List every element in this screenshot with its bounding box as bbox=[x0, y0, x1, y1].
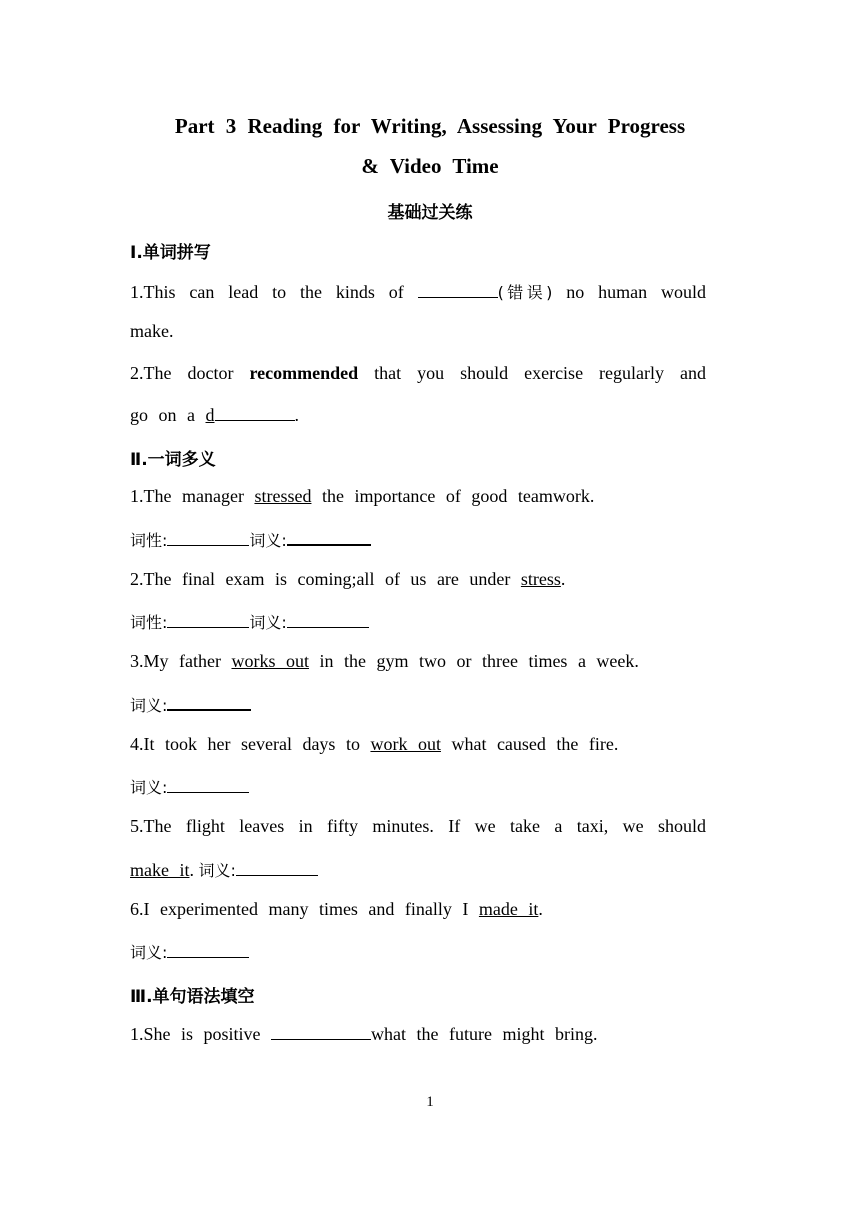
s2-q3-text: 3.My father bbox=[130, 651, 232, 671]
section-heading-2: Ⅱ.一词多义 bbox=[130, 450, 216, 470]
pos-label: 词性: bbox=[130, 613, 168, 632]
pos-blank[interactable] bbox=[167, 611, 249, 628]
s2-q5-line bbox=[130, 816, 706, 837]
s1-q1-line bbox=[130, 280, 706, 303]
s2-q6-answer-line bbox=[130, 940, 249, 963]
page-title-line2: & Video Time bbox=[361, 154, 499, 178]
meaning-label: 词义: bbox=[130, 943, 168, 962]
s1-q1-hint: (错误) bbox=[497, 283, 553, 302]
s2-q4-text-end: what caused the fire. bbox=[440, 734, 619, 754]
s1-q2-initial-letter: d bbox=[205, 405, 215, 425]
s2-q4-text: 4.It took her several days to bbox=[130, 734, 371, 754]
s2-q6-period: . bbox=[538, 899, 543, 919]
page-title-line1: Part 3 Reading for Writing, Assessing Your Progress bbox=[174, 114, 686, 138]
s1-q2-period: . bbox=[294, 405, 299, 425]
s1-q1-text: 1.This can lead to the kinds of bbox=[130, 282, 418, 302]
s3-q1-line bbox=[130, 1023, 597, 1045]
section-heading-3: Ⅲ.单句语法填空 bbox=[130, 987, 255, 1007]
s2-q5-target-phrase: make it bbox=[130, 860, 190, 880]
s1-q1-text-end: no human would bbox=[552, 282, 706, 302]
s2-q6-target-phrase: made it bbox=[478, 899, 539, 919]
s2-q1-answer-line bbox=[130, 528, 371, 551]
pos-blank[interactable] bbox=[167, 529, 249, 546]
s3-q1-text-end: what the future might bring. bbox=[371, 1024, 598, 1044]
meaning-blank[interactable] bbox=[287, 528, 371, 546]
s2-q3-answer-line bbox=[130, 693, 251, 716]
answer-blank[interactable] bbox=[271, 1023, 371, 1040]
meaning-blank[interactable] bbox=[167, 941, 249, 958]
s2-q4-answer-line bbox=[130, 775, 249, 798]
answer-blank[interactable] bbox=[418, 281, 498, 298]
meaning-label: 词义: bbox=[249, 531, 287, 550]
s2-q1-text: 1.The manager bbox=[130, 486, 255, 506]
s2-q2-answer-line bbox=[130, 610, 369, 633]
s2-q2-period: . bbox=[560, 569, 566, 589]
s2-q6-text: 6.I experimented many times and finally I bbox=[130, 899, 479, 919]
s2-q4-target-phrase: work out bbox=[370, 734, 441, 754]
s1-q2-text: 2.The doctor bbox=[130, 363, 250, 383]
page-subtitle: 基础过关练 bbox=[387, 203, 473, 223]
s2-q6-line bbox=[130, 899, 543, 920]
s2-q4-line bbox=[130, 734, 618, 755]
s2-q1-target-word: stressed bbox=[254, 486, 312, 506]
meaning-label: 词义: bbox=[249, 613, 287, 632]
s2-q2-line bbox=[130, 569, 565, 590]
s1-q2-keyword: recommended bbox=[249, 363, 359, 383]
answer-blank[interactable] bbox=[215, 404, 295, 421]
section-heading-1: Ⅰ.单词拼写 bbox=[130, 243, 211, 263]
s2-q5-period: . bbox=[189, 860, 199, 880]
s2-q1-text-end: the importance of good teamwork. bbox=[311, 486, 595, 506]
meaning-label: 词义: bbox=[130, 696, 168, 715]
s1-q1-cont: make. bbox=[130, 321, 174, 341]
s1-q2-line bbox=[130, 363, 706, 384]
pos-label: 词性: bbox=[130, 531, 168, 550]
s2-q3-line bbox=[130, 651, 639, 672]
page-number: 1 bbox=[426, 1094, 434, 1110]
meaning-blank[interactable] bbox=[287, 611, 369, 628]
s2-q3-text-end: in the gym two or three times a week. bbox=[308, 651, 639, 671]
s1-q2-cont-text: go on a bbox=[130, 405, 206, 425]
meaning-blank[interactable] bbox=[167, 693, 251, 711]
meaning-label: 词义: bbox=[130, 778, 168, 797]
s3-q1-text: 1.She is positive bbox=[130, 1024, 272, 1044]
s2-q2-text: 2.The final exam is coming;all of us are under bbox=[130, 569, 521, 589]
s1-q2-text-end: that you should exercise regularly and bbox=[358, 363, 707, 383]
meaning-label: 词义: bbox=[198, 861, 236, 880]
s2-q3-target-phrase: works out bbox=[231, 651, 309, 671]
meaning-blank[interactable] bbox=[167, 776, 249, 793]
s2-q1-line bbox=[130, 486, 594, 507]
meaning-blank[interactable] bbox=[236, 859, 318, 876]
s2-q5-text: 5.The flight leaves in fifty minutes. If we take a taxi, we should bbox=[130, 816, 706, 836]
s1-q2-cont bbox=[130, 404, 299, 426]
s2-q5-cont bbox=[130, 858, 318, 881]
s2-q2-target-word: stress bbox=[520, 569, 561, 589]
